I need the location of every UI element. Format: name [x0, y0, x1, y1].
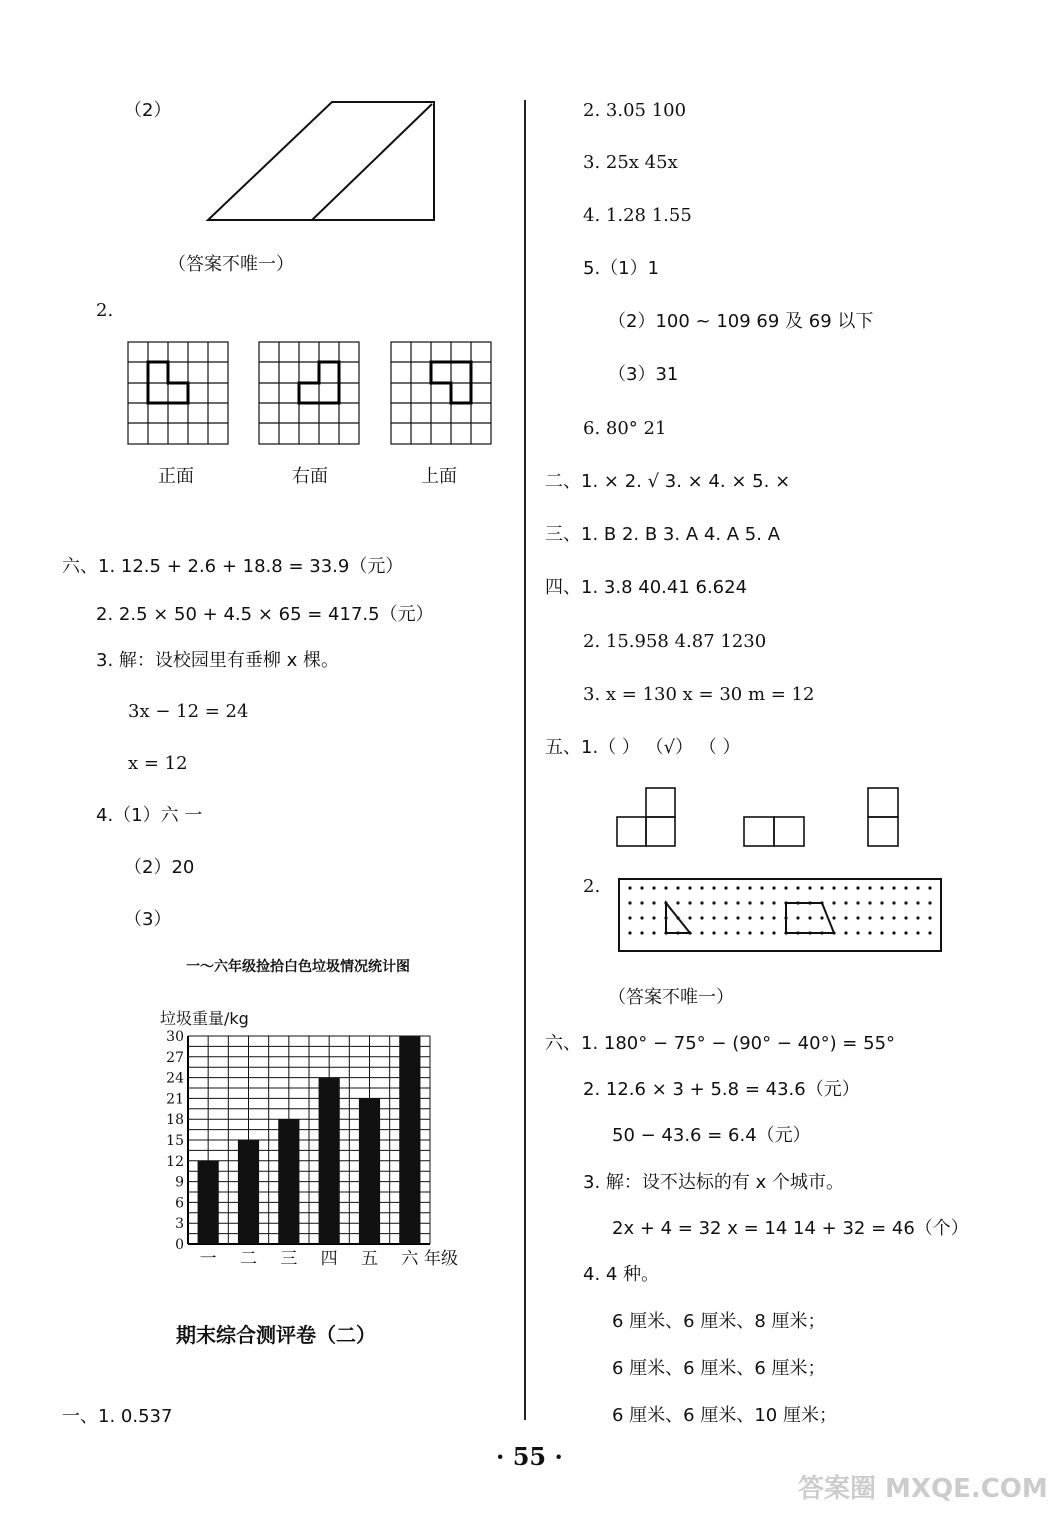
r-line-10: 四、1. 3.8 40.41 6.624: [545, 577, 748, 598]
grid-dot: [712, 886, 715, 889]
grid-dot: [736, 886, 739, 889]
grid-dot: [748, 916, 751, 919]
grid-dot: [652, 886, 655, 889]
trapezoid-figure: [200, 96, 440, 226]
r-line-2: 3. 25x 45x: [583, 152, 678, 173]
six-3: 3. 解：设校园里有垂柳 x 棵。: [96, 650, 339, 671]
chart-ytick-label: 18: [166, 1112, 184, 1129]
grid-dot: [796, 886, 799, 889]
grid-dot: [880, 901, 883, 904]
grid-dot: [772, 931, 775, 934]
chart-ytick-label: 3: [175, 1216, 184, 1233]
chart-ytick-label: 27: [166, 1049, 184, 1066]
bar-chart: [150, 1030, 480, 1270]
grid-dot: [916, 916, 919, 919]
grid-dot: [916, 901, 919, 904]
chart-xtick-label: 三: [280, 1249, 298, 1269]
grid-dot: [832, 901, 835, 904]
r-line-24: 6 厘米、6 厘米、10 厘米；: [612, 1405, 837, 1426]
chart-bar: [198, 1161, 219, 1244]
r-line-22: 6 厘米、6 厘米、8 厘米；: [612, 1311, 826, 1332]
grid-dot: [748, 886, 751, 889]
chart-ytick-label: 0: [175, 1237, 184, 1253]
grid-dot: [844, 886, 847, 889]
grid-dot: [652, 916, 655, 919]
grid-dot: [844, 901, 847, 904]
grid-dot: [652, 931, 655, 934]
grid-dot: [832, 886, 835, 889]
grid-dot: [640, 931, 643, 934]
grid-dot: [724, 901, 727, 904]
r-line-1: 2. 3.05 100: [583, 100, 687, 121]
chart-bar: [319, 1078, 340, 1244]
six-1: 六、1. 12.5 + 2.6 + 18.8 = 33.9（元）: [62, 556, 404, 577]
grid-dot: [928, 916, 931, 919]
chart-xtick-label: 六: [401, 1249, 419, 1269]
chart-bar: [278, 1119, 299, 1244]
r-line-19: 3. 解：设不达标的有 x 个城市。: [583, 1172, 844, 1193]
grid-dot: [820, 916, 823, 919]
triangle-shape: [666, 903, 690, 933]
grid-dot: [892, 901, 895, 904]
grid-dot: [712, 901, 715, 904]
grid-dot: [856, 931, 859, 934]
grid-dot: [724, 886, 727, 889]
grid-dot: [688, 916, 691, 919]
grid-dot: [676, 901, 679, 904]
r-line-23: 6 厘米、6 厘米、6 厘米；: [612, 1358, 826, 1379]
grid-dot: [628, 916, 631, 919]
grid-dot: [748, 931, 751, 934]
grid-dot: [652, 901, 655, 904]
grid-dot: [868, 931, 871, 934]
six-4-2: （2）20: [124, 857, 195, 878]
six-4-3: （3）: [124, 909, 172, 930]
grid-dot: [856, 901, 859, 904]
grid-dot: [736, 916, 739, 919]
grid-dot: [772, 886, 775, 889]
r-line-13: 五、1.（ ） （√） （ ）: [545, 737, 741, 758]
grid-dot: [904, 901, 907, 904]
grid-dot: [664, 886, 667, 889]
grid-dot: [880, 916, 883, 919]
grid-dot: [760, 886, 763, 889]
r-line-7: 6. 80° 21: [583, 418, 667, 439]
grid-dot: [880, 886, 883, 889]
grid-dot: [808, 916, 811, 919]
grid-dot: [904, 886, 907, 889]
r-line-5: （2）100 ~ 109 69 及 69 以下: [608, 311, 874, 332]
chart-ytick-label: 6: [175, 1195, 184, 1212]
chart-ytick-label: 30: [166, 1029, 184, 1045]
dot-grid-figure: [618, 878, 944, 954]
grid-dot: [916, 931, 919, 934]
grid-dot: [796, 916, 799, 919]
r-line-20: 2x + 4 = 32 x = 14 14 + 32 = 46（个）: [612, 1218, 969, 1239]
grid-dot: [628, 886, 631, 889]
grid-dot: [700, 931, 703, 934]
grid-dot: [772, 901, 775, 904]
r-line-4: 5.（1）1: [583, 258, 660, 279]
grid-dot: [820, 886, 823, 889]
grid-dot: [700, 886, 703, 889]
view-grid-top: [391, 342, 493, 446]
answer-note: （答案不唯一）: [168, 254, 294, 275]
item-2-label: 2.: [96, 300, 114, 321]
grid-dot: [856, 916, 859, 919]
q2-label: （2）: [124, 100, 172, 121]
chart-bar: [238, 1140, 259, 1244]
grid-dot: [832, 916, 835, 919]
chart-ytick-label: 9: [175, 1174, 184, 1191]
grid-dot: [640, 901, 643, 904]
block-view-2: [742, 815, 808, 849]
r-line-17: 2. 12.6 × 3 + 5.8 = 43.6（元）: [583, 1079, 860, 1100]
grid-dot: [916, 886, 919, 889]
chart-xtick-label: 二: [240, 1249, 257, 1269]
grid-dot: [892, 931, 895, 934]
grid-dot: [700, 901, 703, 904]
grid-dot: [712, 916, 715, 919]
grid-dot: [892, 886, 895, 889]
r-line-3: 4. 1.28 1.55: [583, 205, 692, 226]
chart-ytick-label: 24: [166, 1070, 184, 1087]
chart-title: 一～六年级捡拾白色垃圾情况统计图: [186, 959, 410, 975]
block-view-3: [866, 786, 902, 850]
view-grid-front: [128, 342, 230, 446]
column-divider: [524, 100, 526, 1420]
chart-bar: [359, 1098, 380, 1244]
watermark: 答案圈 MXQE.COM: [798, 1474, 1048, 1504]
grid-dot: [784, 886, 787, 889]
grid-dot: [880, 931, 883, 934]
page-number: · 55 ·: [496, 1442, 563, 1471]
grid-dot: [724, 916, 727, 919]
view-grid-right: [259, 342, 361, 446]
grid-dot: [928, 931, 931, 934]
chart-ytick-label: 12: [166, 1153, 184, 1170]
grid-dot: [724, 931, 727, 934]
block-view-1: [615, 786, 679, 850]
grid-dot: [736, 901, 739, 904]
grid-dot: [856, 886, 859, 889]
grid-dot: [892, 916, 895, 919]
grid-dot: [844, 916, 847, 919]
chart-xtick-label: 五: [361, 1249, 378, 1269]
grid-dot: [760, 916, 763, 919]
grid-dot: [628, 901, 631, 904]
chart-ytick-label: 15: [166, 1133, 184, 1149]
six-2: 2. 2.5 × 50 + 4.5 × 65 = 417.5（元）: [96, 604, 434, 625]
r-line-6: （3）31: [608, 364, 679, 385]
grid-dot: [928, 886, 931, 889]
r-line-14: 2.: [583, 876, 601, 897]
grid-dot: [688, 886, 691, 889]
six-4-1: 4.（1）六 一: [96, 805, 203, 826]
grid-dot: [700, 916, 703, 919]
r-line-18: 50 − 43.6 = 6.4（元）: [612, 1125, 811, 1146]
grid-dot: [868, 886, 871, 889]
chart-xtick-label: 四: [320, 1249, 338, 1269]
grid-dot: [760, 901, 763, 904]
grid-dot: [904, 931, 907, 934]
grid-dot: [868, 916, 871, 919]
grid-dot: [640, 886, 643, 889]
grid-dot: [772, 916, 775, 919]
r-line-11: 2. 15.958 4.87 1230: [583, 631, 767, 652]
grid-dot: [760, 931, 763, 934]
chart-ylabel: 垃圾重量/kg: [160, 1009, 249, 1028]
grid-dot: [736, 931, 739, 934]
r-line-16: 六、1. 180° − 75° − (90° − 40°) = 55°: [545, 1033, 896, 1054]
grid-dot: [640, 916, 643, 919]
view-label-top: 上面: [421, 466, 457, 487]
grid-dot: [808, 886, 811, 889]
view-label-right: 右面: [292, 466, 328, 487]
grid-dot: [688, 901, 691, 904]
section-title: 期末综合测评卷（二）: [176, 1323, 376, 1347]
grid-dot: [628, 931, 631, 934]
grid-dot: [712, 931, 715, 934]
r-line-9: 三、1. B 2. B 3. A 4. A 5. A: [545, 524, 781, 545]
grid-dot: [868, 901, 871, 904]
grid-dot: [748, 901, 751, 904]
six-3-eq2: x = 12: [128, 753, 188, 774]
chart-xtick-label: 一: [199, 1249, 217, 1269]
chart-ytick-label: 21: [166, 1091, 184, 1108]
dot-grid-frame: [619, 879, 941, 951]
view-label-front: 正面: [158, 466, 194, 487]
r-line-12: 3. x = 130 x = 30 m = 12: [583, 684, 815, 705]
grid-dot: [928, 901, 931, 904]
six-3-eq1: 3x − 12 = 24: [128, 701, 249, 722]
r-line-21: 4. 4 种。: [583, 1264, 660, 1285]
r-line-8: 二、1. × 2. √ 3. × 4. × 5. ×: [545, 471, 791, 492]
r-line-15: （答案不唯一）: [608, 987, 734, 1008]
chart-bar: [399, 1036, 420, 1244]
grid-dot: [844, 931, 847, 934]
chart-xlabel: 年级: [424, 1249, 458, 1269]
grid-dot: [904, 916, 907, 919]
one-1: 一、1. 0.537: [62, 1406, 173, 1427]
grid-dot: [676, 886, 679, 889]
